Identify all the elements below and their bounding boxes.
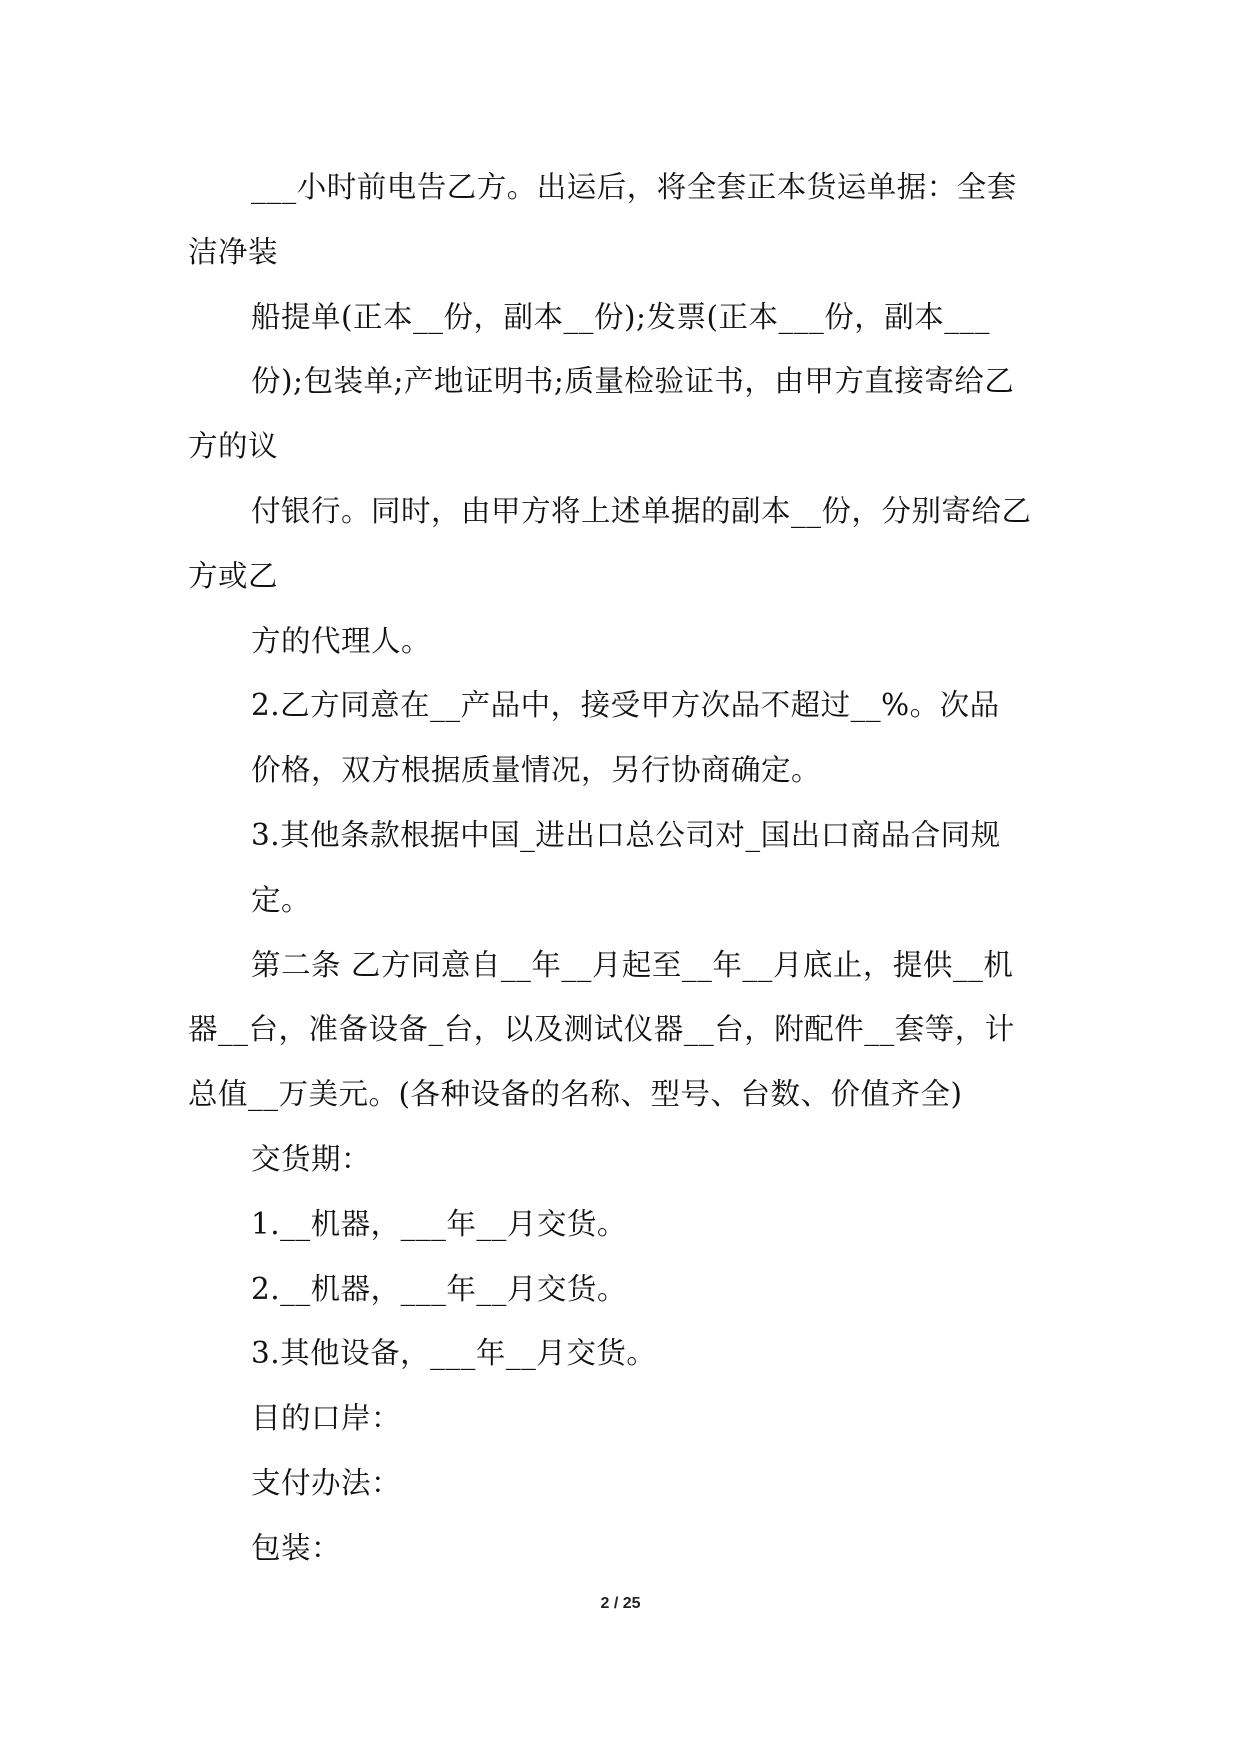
body-line: 总值__万美元。(各种设备的名称、型号、台数、价值齐全) [188,1077,963,1112]
body-line: 定。 [251,882,312,917]
section-label: 支付办法： [251,1465,402,1500]
section-label: 目的口岸： [251,1401,402,1436]
article-heading-line: 第二条 乙方同意自__年__月起至__年__月底止，提供__机 [251,947,1014,982]
page-number: 2 / 25 [600,1595,641,1612]
list-item: 3.其他设备，___年__月交货。 [251,1336,657,1371]
body-line: 价格，双方根据质量情况，另行协商确定。 [251,753,822,788]
body-line: 方的代理人。 [251,623,432,658]
body-line: 方的议 [188,429,279,464]
list-item: 2.__机器，___年__月交货。 [251,1271,627,1306]
body-line: ___小时前电告乙方。出运后，将全套正本货运单据：全套 [251,170,1017,204]
list-item: 1.__机器，___年__月交货。 [251,1206,627,1241]
body-line: 方或乙 [188,558,279,593]
section-label: 包装： [251,1530,342,1565]
document-body [188,155,1058,1581]
clause-item: 3.其他条款根据中国_进出口总公司对_国出口商品合同规 [251,817,1001,852]
body-line: 份);包装单;产地证明书;质量检验证书，由甲方直接寄给乙 [251,364,1015,399]
body-line: 器__台，准备设备_台，以及测试仪器__台，附配件__套等，计 [188,1012,1015,1047]
body-line: 洁净装 [188,234,279,269]
section-label: 交货期： [251,1141,372,1176]
body-line: 船提单(正本__份，副本__份);发票(正本___份，副本___ [251,299,990,334]
body-line: 付银行。同时，由甲方将上述单据的副本__份，分别寄给乙 [251,493,1032,528]
clause-item: 2.乙方同意在__产品中，接受甲方次品不超过__%。次品 [251,688,1000,723]
